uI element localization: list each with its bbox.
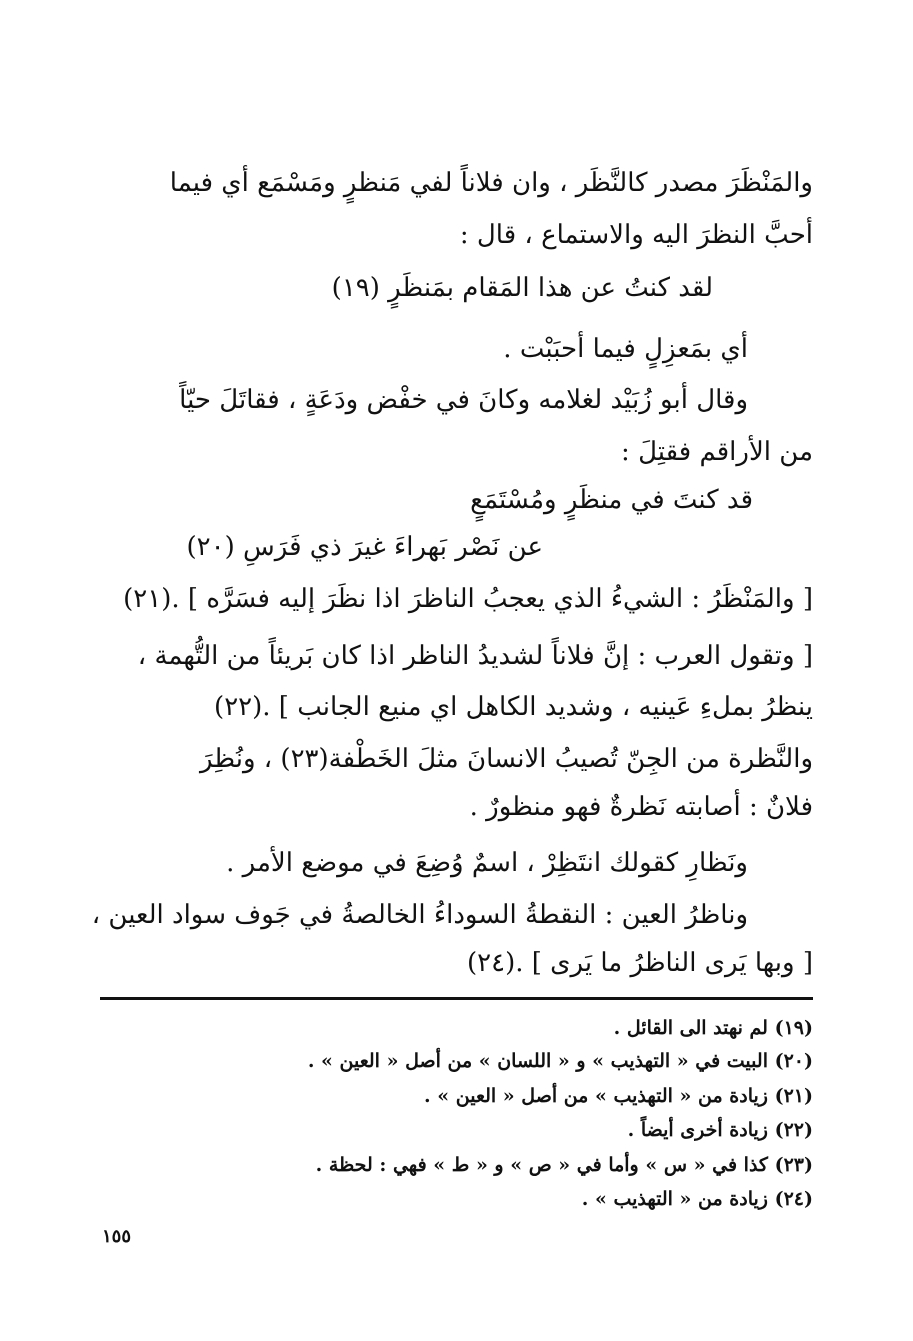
body-line: وقال أبو زُبَيْد لغلامه وكانَ في خفْض ودَعَةٍ ، فقاتَلَ حيّاً bbox=[179, 385, 748, 415]
body-line: أي بمَعزِلٍ فيما أحبَبْت . bbox=[503, 334, 748, 364]
footnote: (٢٣) كذا في « س » وأما في « ص » و « ط » فهي : لحظة . bbox=[315, 1154, 813, 1176]
body-line: ونَظارِ كقولك انتَظِرْ ، اسمٌ وُضِعَ في موضع الأمر . bbox=[226, 848, 748, 878]
body-line: [ وتقول العرب : إنَّ فلاناً لشديدُ الناظر اذا كان بَريئاً من التُّهمة ، bbox=[137, 641, 813, 671]
body-line: [ والمَنْظَرُ : الشيءُ الذي يعجبُ الناظرَ اذا نظَرَ إليه فسَرَّه ] .(٢١) bbox=[123, 584, 813, 614]
footnote-divider bbox=[100, 997, 813, 1000]
footnote: (٢١) زيادة من « التهذيب » من أصل « العين » . bbox=[424, 1085, 813, 1107]
body-line: ينظرُ بملءِ عَينيه ، وشديد الكاهل اي منيع الجانب ] .(٢٢) bbox=[214, 692, 813, 722]
body-line: والمَنْظَرَ مصدر كالنَّظَر ، وان فلاناً لفي مَنظرٍ ومَسْمَع أي فيما bbox=[169, 168, 813, 198]
body-line: [ وبها يَرى الناظرُ ما يَرى ] .(٢٤) bbox=[466, 948, 813, 978]
body-line: أحبَّ النظرَ اليه والاستماع ، قال : bbox=[459, 220, 813, 250]
page-number: ١٥٥ bbox=[102, 1226, 132, 1247]
body-line: من الأراقم فقتِلَ : bbox=[621, 437, 813, 467]
footnote: (٢٤) زيادة من « التهذيب » . bbox=[581, 1188, 813, 1210]
body-line: وناظرُ العين : النقطةُ السوداءُ الخالصةُ في جَوف سواد العين ، bbox=[91, 900, 748, 930]
verse-line: لقد كنتُ عن هذا المَقام بمَنظَرٍ (١٩) bbox=[331, 273, 713, 303]
body-line: والنَّظرة من الجِنّ تُصيبُ الانسانَ مثلَ الخَطْفة(٢٣) ، ونُظِرَ bbox=[200, 744, 813, 774]
verse-line: عن نَصْر بَهراءَ غيرَ ذي فَرَسِ (٢٠) bbox=[186, 532, 543, 562]
footnote: (٢٢) زيادة أخرى أيضاً . bbox=[627, 1119, 813, 1141]
body-line: فلانٌ : أصابته نَظرةٌ فهو منظورٌ . bbox=[469, 792, 813, 822]
verse-line: قد كنتَ في منظَرٍ ومُسْتَمَعٍ bbox=[470, 485, 753, 515]
footnote: (١٩) لم نهتد الى القائل . bbox=[613, 1017, 813, 1039]
footnote: (٢٠) البيت في « التهذيب » و « اللسان » من أصل « العين » . bbox=[307, 1050, 813, 1072]
